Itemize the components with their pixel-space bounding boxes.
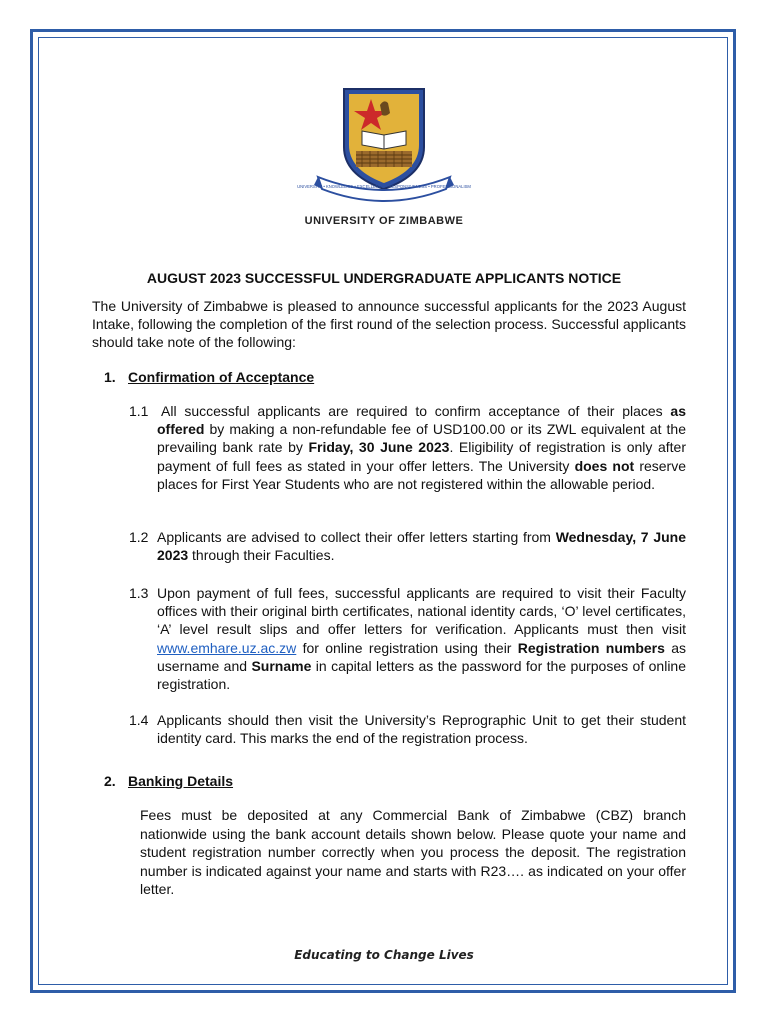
item-1-3 bbox=[129, 584, 686, 693]
item-1-1-text: All successful applicants are required to confirm acceptance of their places as offered by making a non-refundable fee of USD100.00 or its ZWL equivalent at the prevailing bank rate by Friday, 30 June 2023. Eligibility of registration is only after payment of full fees as stated in your offer letters. The University does not reserve places for First Year Students who are not registered within the allowable period. bbox=[157, 403, 686, 492]
intro-paragraph: The University of Zimbabwe is pleased to announce successful applicants for the 2023 August Intake, following the completion of the first round of the selection process. Successful applicants should take note of the following: bbox=[92, 298, 686, 351]
item-1-2-number: 1.2 bbox=[129, 529, 149, 545]
notice-title: AUGUST 2023 SUCCESSFUL UNDERGRADUATE APPLICANTS NOTICE bbox=[146, 270, 622, 286]
footer-slogan: Educating to Change Lives bbox=[294, 948, 474, 962]
section-2-number: 2. bbox=[104, 773, 116, 789]
banking-paragraph: Fees must be deposited at any Commercial Bank of Zimbabwe (CBZ) branch nationwide using the bank account details shown below. Please quote your name and student registration number correctly when you process the deposit. The registration number is indicated against your name and starts with R23…. as indicated on your offer letter. bbox=[140, 807, 686, 898]
section-1-label: Confirmation of Acceptance bbox=[128, 369, 315, 385]
crest-icon bbox=[297, 85, 471, 203]
section-2-heading bbox=[104, 773, 233, 789]
section-1-heading bbox=[104, 369, 314, 385]
item-1-1 bbox=[129, 402, 686, 493]
section-1-number: 1. bbox=[104, 369, 116, 385]
item-1-2 bbox=[129, 528, 686, 564]
emhare-link[interactable]: www.emhare.uz.ac.zw bbox=[157, 639, 297, 656]
item-1-4 bbox=[129, 711, 686, 747]
university-crest bbox=[0, 85, 768, 205]
section-2-label: Banking Details bbox=[128, 773, 234, 789]
item-1-2-text: Applicants are advised to collect their offer letters starting from Wednesday, 7 June 2023 through their Faculties. bbox=[157, 529, 686, 564]
item-1-1-number: 1.1 bbox=[129, 403, 149, 419]
university-name: UNIVERSITY OF ZIMBABWE bbox=[304, 215, 464, 227]
item-1-4-text: Applicants should then visit the University’s Reprographic Unit to get their student identity card. This marks the end of the registration process. bbox=[157, 712, 686, 747]
item-1-4-number: 1.4 bbox=[129, 712, 149, 728]
item-1-3-number: 1.3 bbox=[129, 585, 149, 601]
crest-motto: UNIVERSITY • KNOWLEDGE • EXCELLENCE • RESPONSIVENESS • PROFESSIONALISM bbox=[297, 184, 471, 189]
item-1-3-text: Upon payment of full fees, successful applicants are required to visit their Faculty offices with their original birth certificates, national identity cards, ‘O’ level certificates, ‘A’ level result slips and offer letters for verification. Applicants must then visit www.emhare.uz.ac.zw for online registration using their Registration numbers as username and Surname in capital letters as the password for the purposes of online registration. bbox=[157, 585, 687, 693]
